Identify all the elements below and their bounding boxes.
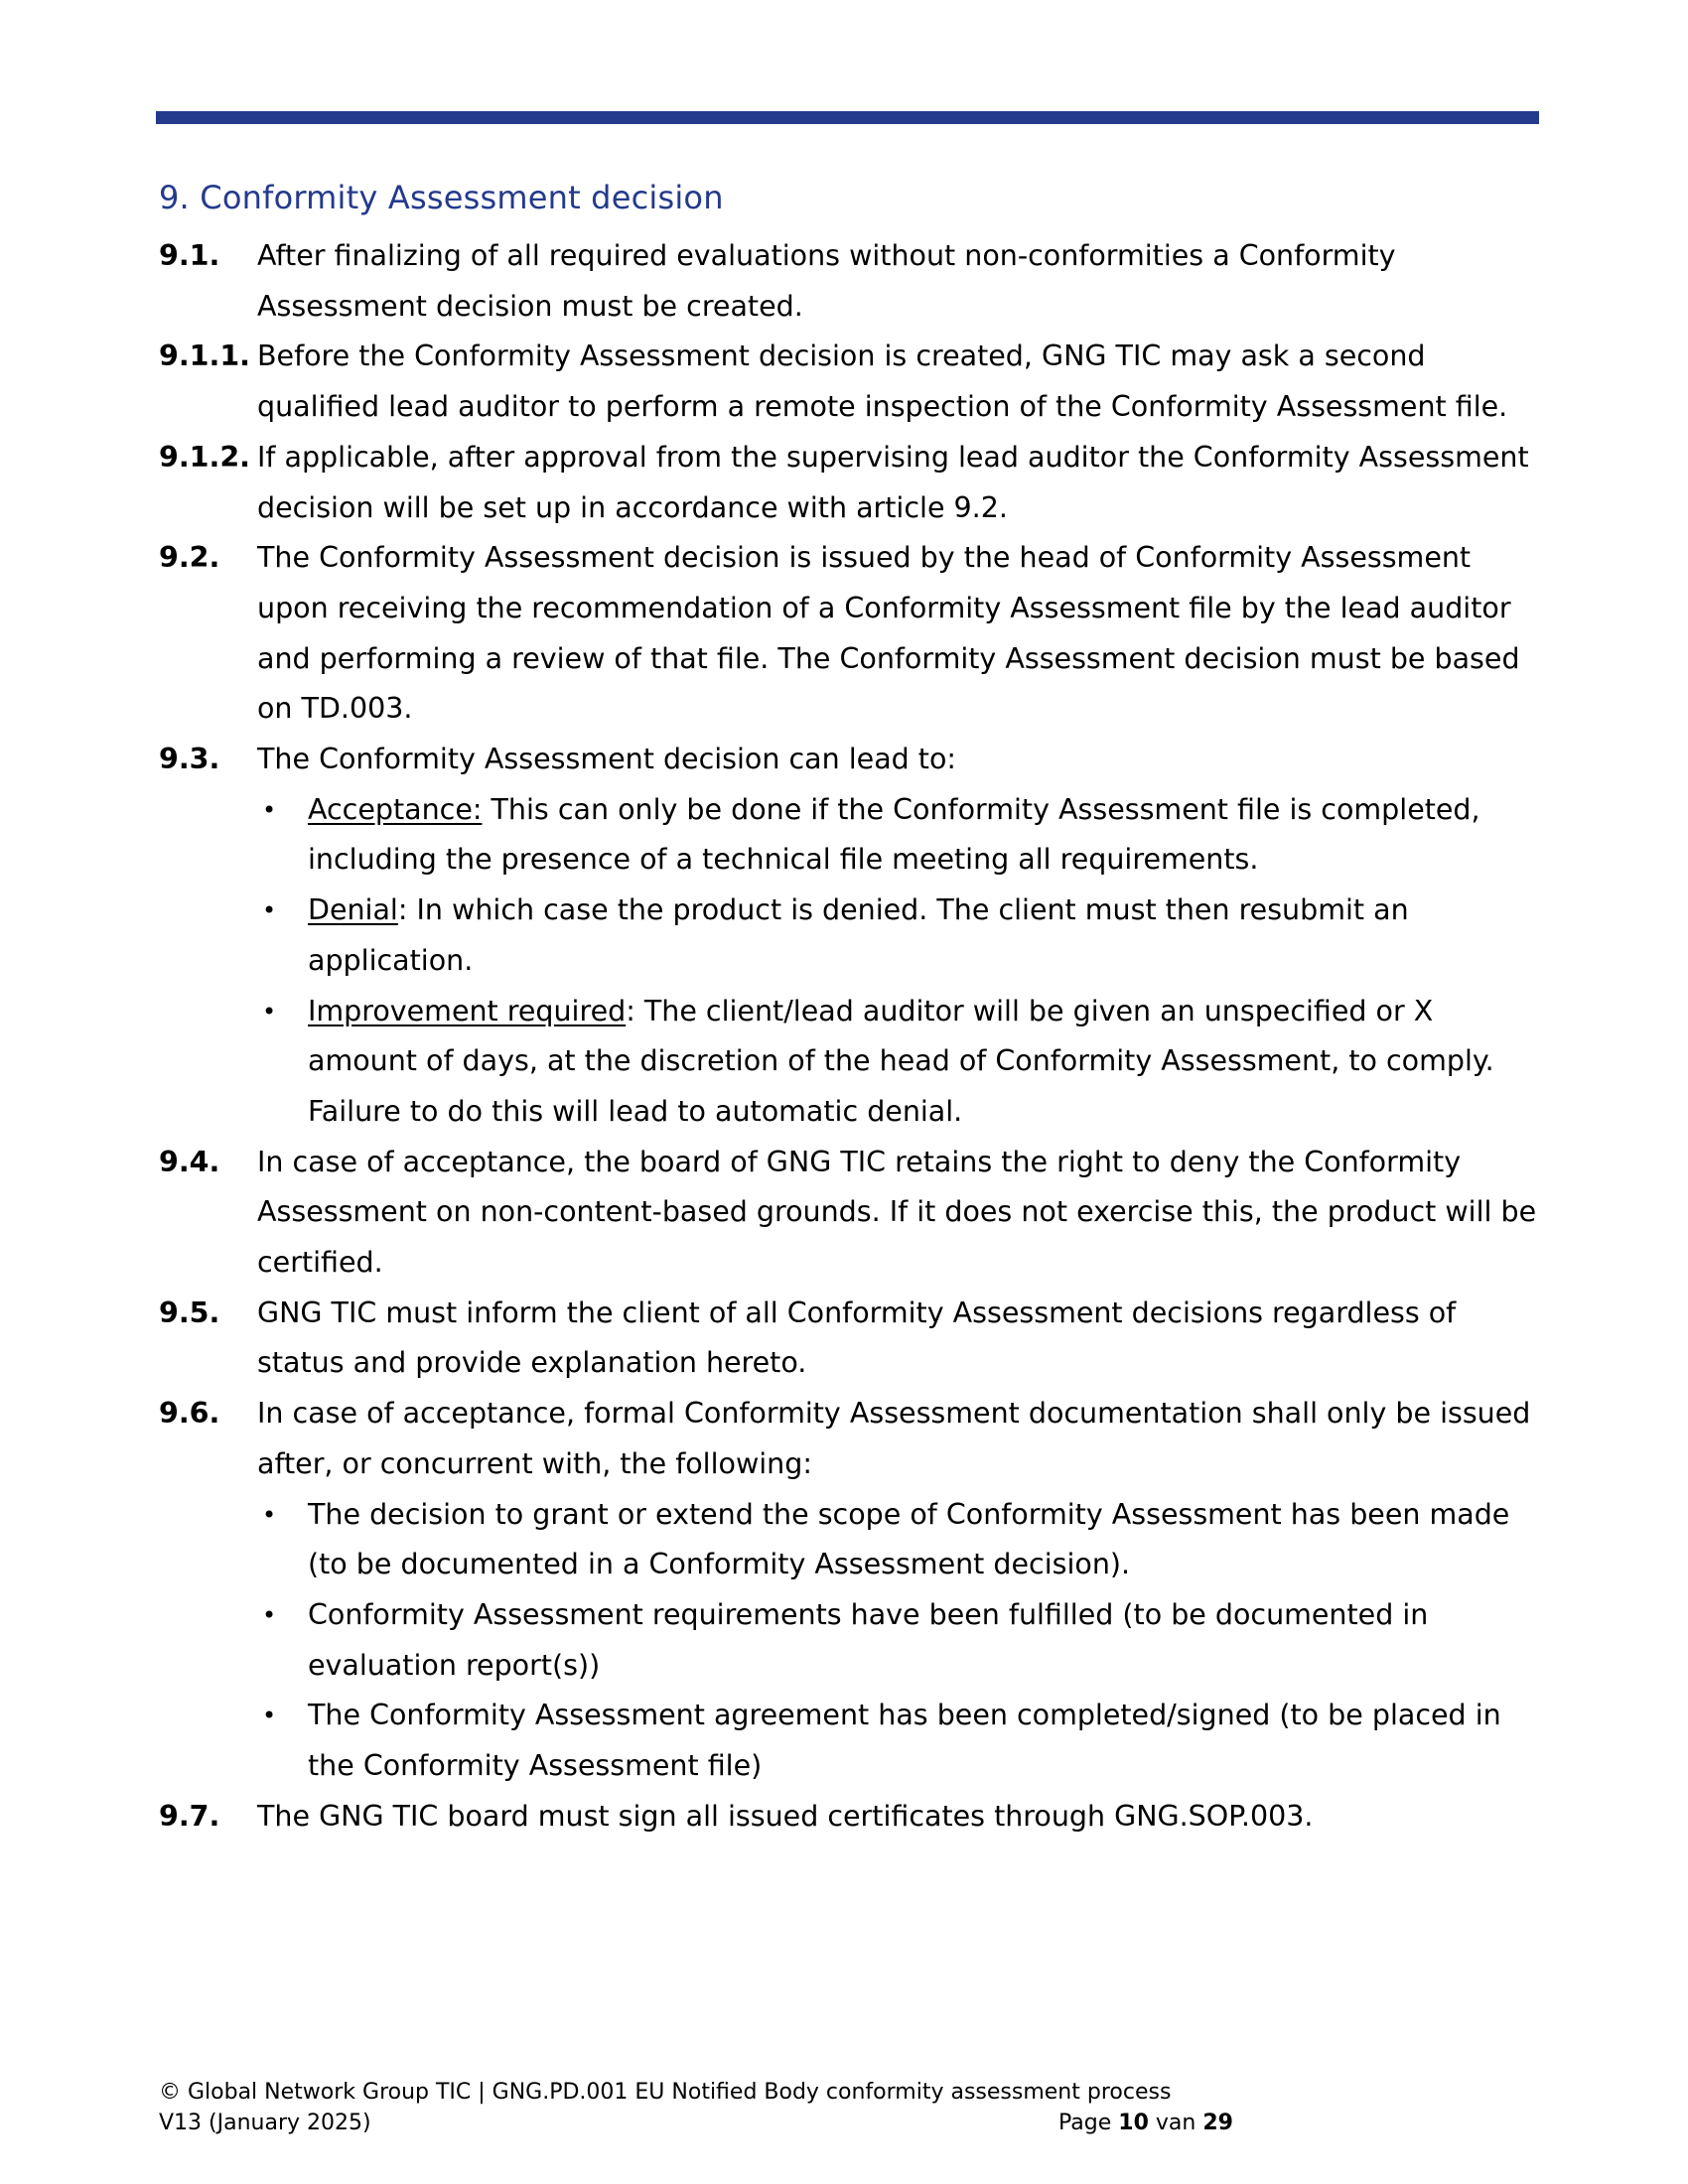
clause-number: 9.5.: [159, 1296, 220, 1329]
clause-number: 9.3.: [159, 743, 220, 776]
bullet-icon: •: [262, 1600, 277, 1629]
footer-copyright: © Global Network Group TIC | GNG.PD.001 EU Notified Body conformity assessment process: [159, 2080, 1172, 2105]
decision-options-list: [159, 785, 1549, 1138]
clause-text: In case of acceptance, formal Conformity Assessment documentation shall only be issued after, or concurrent with, the following:: [257, 1397, 1531, 1480]
clause-9-1: [159, 231, 1549, 332]
clause-text: GNG TIC must inform the client of all Conformity Assessment decisions regardless of status and provide explanation hereto.: [257, 1296, 1457, 1380]
page-total: 29: [1202, 2111, 1233, 2135]
condition-text: Conformity Assessment requirements have been fulfilled (to be documented in evaluation report(s)): [308, 1597, 1429, 1682]
clause-9-5: [159, 1289, 1549, 1389]
clause-text: In case of acceptance, the board of GNG TIC retains the right to deny the Conformity Assessment on non-content-based grounds. If it does not exercise this, the product will be certified.: [257, 1145, 1537, 1280]
clause-text: If applicable, after approval from the supervising lead auditor the Conformity Assessment decision will be set up in accordance with article 9.2.: [257, 440, 1529, 524]
clause-number: 9.1.: [159, 239, 220, 272]
list-item: [257, 987, 1549, 1138]
page-footer: [159, 2077, 1251, 2138]
option-label: Acceptance:: [308, 792, 483, 826]
bullet-icon: •: [262, 1702, 277, 1730]
clause-number: 9.4.: [159, 1145, 220, 1178]
bullet-icon: •: [262, 896, 277, 925]
page-number: 10: [1118, 2111, 1149, 2135]
clause-9-1-1: [159, 332, 1549, 432]
option-label: Denial: [308, 893, 398, 927]
clause-9-3: [159, 735, 1549, 785]
option-text: This can only be done if the Conformity Assessment file is completed, including the presence of a technical file meeting all requirements.: [308, 792, 1480, 877]
clause-number: 9.7.: [159, 1799, 220, 1833]
option-label: Improvement required: [308, 994, 627, 1027]
bullet-icon: •: [262, 997, 277, 1025]
clause-number: 9.6.: [159, 1397, 220, 1431]
clause-9-4: [159, 1138, 1549, 1289]
list-item: [257, 785, 1549, 886]
option-text: : In which case the product is denied. The client must then resubmit an application.: [308, 893, 1409, 977]
footer-version: V13 (January 2025): [159, 2111, 371, 2135]
section-body: [159, 231, 1549, 1843]
list-item: [257, 1691, 1549, 1791]
clause-text: After finalizing of all required evaluations without non-conformities a Conformity Assessment decision must be created.: [257, 239, 1396, 323]
list-item: [257, 886, 1549, 986]
clause-9-2: [159, 533, 1549, 735]
clause-number: 9.1.2.: [159, 440, 250, 474]
page-indicator: Page 10 van 29: [1058, 2111, 1233, 2135]
clause-text: The Conformity Assessment decision can lead to:: [257, 743, 957, 776]
header-rule: [156, 111, 1539, 124]
condition-text: The Conformity Assessment agreement has been completed/signed (to be placed in the Conformity Assessment file): [308, 1699, 1501, 1783]
clause-text: Before the Conformity Assessment decision is created, GNG TIC may ask a second qualified lead auditor to perform a remote inspection of the Conformity Assessment file.: [257, 340, 1508, 424]
clause-9-1-2: [159, 433, 1549, 533]
clause-number: 9.1.1.: [159, 340, 250, 373]
section-heading: 9. Conformity Assessment decision: [159, 179, 724, 216]
clause-9-6: [159, 1389, 1549, 1489]
list-item: [257, 1490, 1549, 1590]
clause-text: The GNG TIC board must sign all issued certificates through GNG.SOP.003.: [257, 1799, 1314, 1833]
clause-text: The Conformity Assessment decision is issued by the head of Conformity Assessment upon receiving the recommendation of a Conformity Assessment file by the lead auditor and performing a review of that file. The Conformity Assessment decision must be based on TD.003.: [257, 541, 1520, 726]
issuance-conditions-list: [159, 1490, 1549, 1792]
bullet-icon: •: [262, 1500, 277, 1529]
clause-9-7: [159, 1792, 1549, 1843]
bullet-icon: •: [262, 795, 277, 824]
option-text: : The client/lead auditor will be given an unspecified or X amount of days, at the discretion of the head of Conformity Assessment, to comply. Failure to do this will lead to automatic denial.: [308, 994, 1494, 1128]
clause-number: 9.2.: [159, 541, 220, 575]
condition-text: The decision to grant or extend the scope of Conformity Assessment has been made (to be documented in a Conformity Assessment decision).: [308, 1497, 1510, 1581]
list-item: [257, 1590, 1549, 1691]
